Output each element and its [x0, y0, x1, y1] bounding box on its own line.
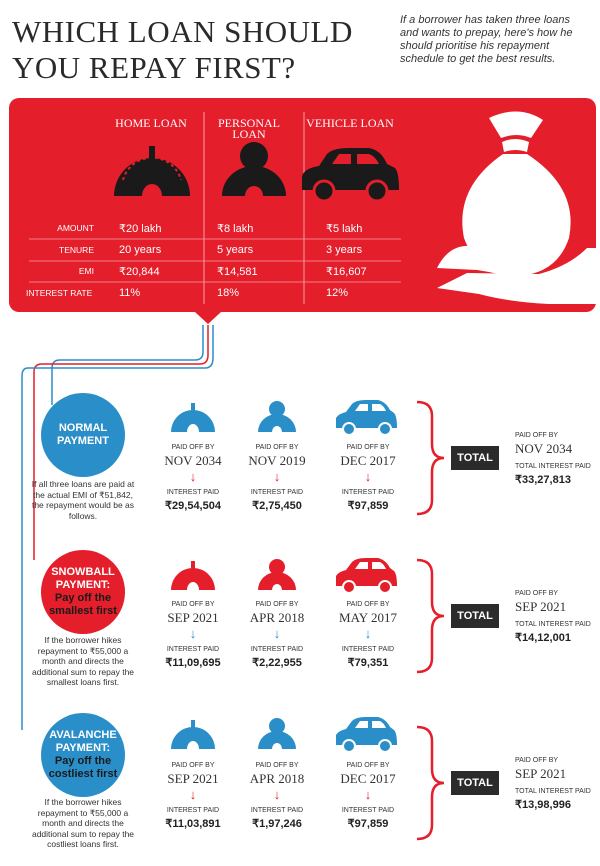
normal-total-badge: TOTAL	[451, 446, 499, 470]
avalanche-personal-paid-off: APR 2018	[249, 771, 305, 786]
down-arrow-icon: ↓	[364, 787, 372, 802]
home-tenure: 20 years	[119, 244, 162, 256]
down-arrow-icon: ↓	[273, 787, 281, 802]
down-arrow-icon: ↓	[189, 469, 197, 484]
interest-paid-label: INTEREST PAID	[250, 489, 304, 496]
interest-paid-label: INTEREST PAID	[341, 807, 395, 814]
paid-off-label: PAID OFF BY	[255, 601, 299, 608]
snowball-vehicle-interest: ₹79,351	[347, 657, 389, 669]
paid-off-label: PAID OFF BY	[171, 601, 215, 608]
paid-off-label: PAID OFF BY	[346, 762, 390, 769]
personal-rate: 18%	[217, 287, 240, 299]
avalanche-home-interest: ₹11,03,891	[165, 818, 221, 830]
snowball-total-paid-off: SEP 2021	[515, 599, 567, 614]
snowball-payment-title: SNOWBALL PAYMENT:	[51, 566, 115, 591]
paid-off-label: PAID OFF BY	[171, 444, 215, 451]
down-arrow-icon: ↓	[189, 787, 197, 802]
avalanche-description: If the borrower hikes repayment to ₹55,000 a month and directs the additional sum to repay the costliest loans first.	[31, 797, 135, 849]
paid-off-label: PAID OFF BY	[515, 432, 559, 439]
vehicle-emi: ₹16,607	[326, 266, 367, 278]
avalanche-payment-title: AVALANCHE PAYMENT:	[49, 729, 117, 754]
down-arrow-icon: ↓	[364, 469, 372, 484]
vehicle-amount: ₹5 lakh	[326, 223, 363, 235]
down-arrow-icon: ↓	[364, 626, 372, 641]
interest-paid-label: INTEREST PAID	[166, 489, 220, 496]
normal-total-interest: ₹33,27,813	[515, 474, 571, 486]
avalanche-total-paid-off: SEP 2021	[515, 766, 567, 781]
normal-person-icon	[258, 401, 296, 432]
loan-header-home: HOME LOAN	[115, 116, 187, 130]
loan-header-vehicle: VEHICLE LOAN	[306, 116, 394, 130]
row-label-emi: EMI	[78, 266, 94, 276]
normal-home-interest: ₹29,54,504	[165, 500, 221, 512]
paid-off-label: PAID OFF BY	[255, 762, 299, 769]
snowball-car-icon	[336, 558, 397, 593]
normal-total-paid-off: NOV 2034	[515, 441, 573, 456]
down-arrow-icon: ↓	[273, 626, 281, 641]
avalanche-bracket	[417, 727, 444, 839]
normal-vehicle-paid-off: DEC 2017	[340, 453, 396, 468]
normal-home-icon	[171, 403, 215, 432]
avalanche-vehicle-paid-off: DEC 2017	[340, 771, 396, 786]
paid-off-label: PAID OFF BY	[346, 444, 390, 451]
snowball-vehicle-paid-off: MAY 2017	[339, 610, 397, 625]
loan-header-personal: PERSONAL LOAN	[217, 116, 280, 141]
paid-off-label: PAID OFF BY	[171, 762, 215, 769]
total-interest-label: TOTAL INTEREST PAID	[515, 621, 591, 628]
paid-off-label: PAID OFF BY	[255, 444, 299, 451]
snowball-person-icon	[258, 559, 296, 590]
avalanche-total-badge: TOTAL	[451, 771, 499, 795]
snowball-payment-subtitle: Pay off the smallest first	[49, 592, 117, 617]
normal-home-paid-off: NOV 2034	[164, 453, 222, 468]
down-arrow-icon: ↓	[189, 626, 197, 641]
row-label-tenure: TENURE	[59, 245, 94, 255]
avalanche-vehicle-interest: ₹97,859	[347, 818, 389, 830]
avalanche-personal-interest: ₹1,97,246	[252, 818, 302, 830]
normal-payment-title: NORMAL PAYMENT	[57, 422, 109, 447]
normal-personal-interest: ₹2,75,450	[252, 500, 302, 512]
total-interest-label: TOTAL INTEREST PAID	[515, 463, 591, 470]
personal-tenure: 5 years	[217, 244, 254, 256]
avalanche-payment-circle	[41, 713, 125, 797]
snowball-home-paid-off: SEP 2021	[167, 610, 219, 625]
total-interest-label: TOTAL INTEREST PAID	[515, 788, 591, 795]
interest-paid-label: INTEREST PAID	[341, 646, 395, 653]
home-emi: ₹20,844	[119, 266, 160, 278]
avalanche-person-icon	[258, 718, 296, 749]
row-label-rate: INTEREST RATE	[26, 288, 93, 298]
vehicle-rate: 12%	[326, 287, 349, 299]
paid-off-label: PAID OFF BY	[515, 590, 559, 597]
page-title: WHICH LOAN SHOULD YOU REPAY FIRST?	[12, 14, 353, 85]
paid-off-label: PAID OFF BY	[515, 757, 559, 764]
home-amount: ₹20 lakh	[119, 223, 162, 235]
avalanche-home-icon	[171, 720, 215, 749]
interest-paid-label: INTEREST PAID	[250, 807, 304, 814]
avalanche-car-icon	[336, 717, 397, 752]
snowball-personal-paid-off: APR 2018	[249, 610, 305, 625]
snowball-total-interest: ₹14,12,001	[515, 632, 571, 644]
normal-payment-circle	[41, 393, 125, 477]
paid-off-label: PAID OFF BY	[346, 601, 390, 608]
interest-paid-label: INTEREST PAID	[166, 646, 220, 653]
personal-amount: ₹8 lakh	[217, 223, 254, 235]
home-rate: 11%	[119, 287, 141, 299]
snowball-total-badge: TOTAL	[451, 604, 499, 628]
snowball-home-interest: ₹11,09,695	[165, 657, 221, 669]
snowball-description: If the borrower hikes repayment to ₹55,000 a month and directs the additional sum to repay the smallest loans first.	[31, 635, 135, 687]
vehicle-tenure: 3 years	[326, 244, 363, 256]
snowball-personal-interest: ₹2,22,955	[252, 657, 302, 669]
normal-description: If all three loans are paid at the actual EMI of ₹51,842, the repayment would be as follows.	[31, 479, 135, 521]
interest-paid-label: INTEREST PAID	[166, 807, 220, 814]
normal-personal-paid-off: NOV 2019	[248, 453, 306, 468]
normal-car-icon	[336, 400, 397, 435]
snowball-bracket	[417, 560, 444, 672]
snowball-payment-circle	[41, 550, 125, 634]
avalanche-total-interest: ₹13,98,996	[515, 799, 571, 811]
interest-paid-label: INTEREST PAID	[250, 646, 304, 653]
personal-emi: ₹14,581	[217, 266, 258, 278]
snowball-home-icon	[171, 561, 215, 590]
avalanche-payment-subtitle: Pay off the costliest first	[48, 755, 118, 780]
interest-paid-label: INTEREST PAID	[341, 489, 395, 496]
normal-bracket	[417, 402, 444, 514]
normal-vehicle-interest: ₹97,859	[347, 500, 389, 512]
down-arrow-icon: ↓	[273, 469, 281, 484]
intro-text: If a borrower has taken three loans and wants to prepay, here's how he should prioritise his repayment schedule to get the best results.	[400, 14, 573, 65]
avalanche-home-paid-off: SEP 2021	[167, 771, 219, 786]
row-label-amount: AMOUNT	[57, 223, 94, 233]
